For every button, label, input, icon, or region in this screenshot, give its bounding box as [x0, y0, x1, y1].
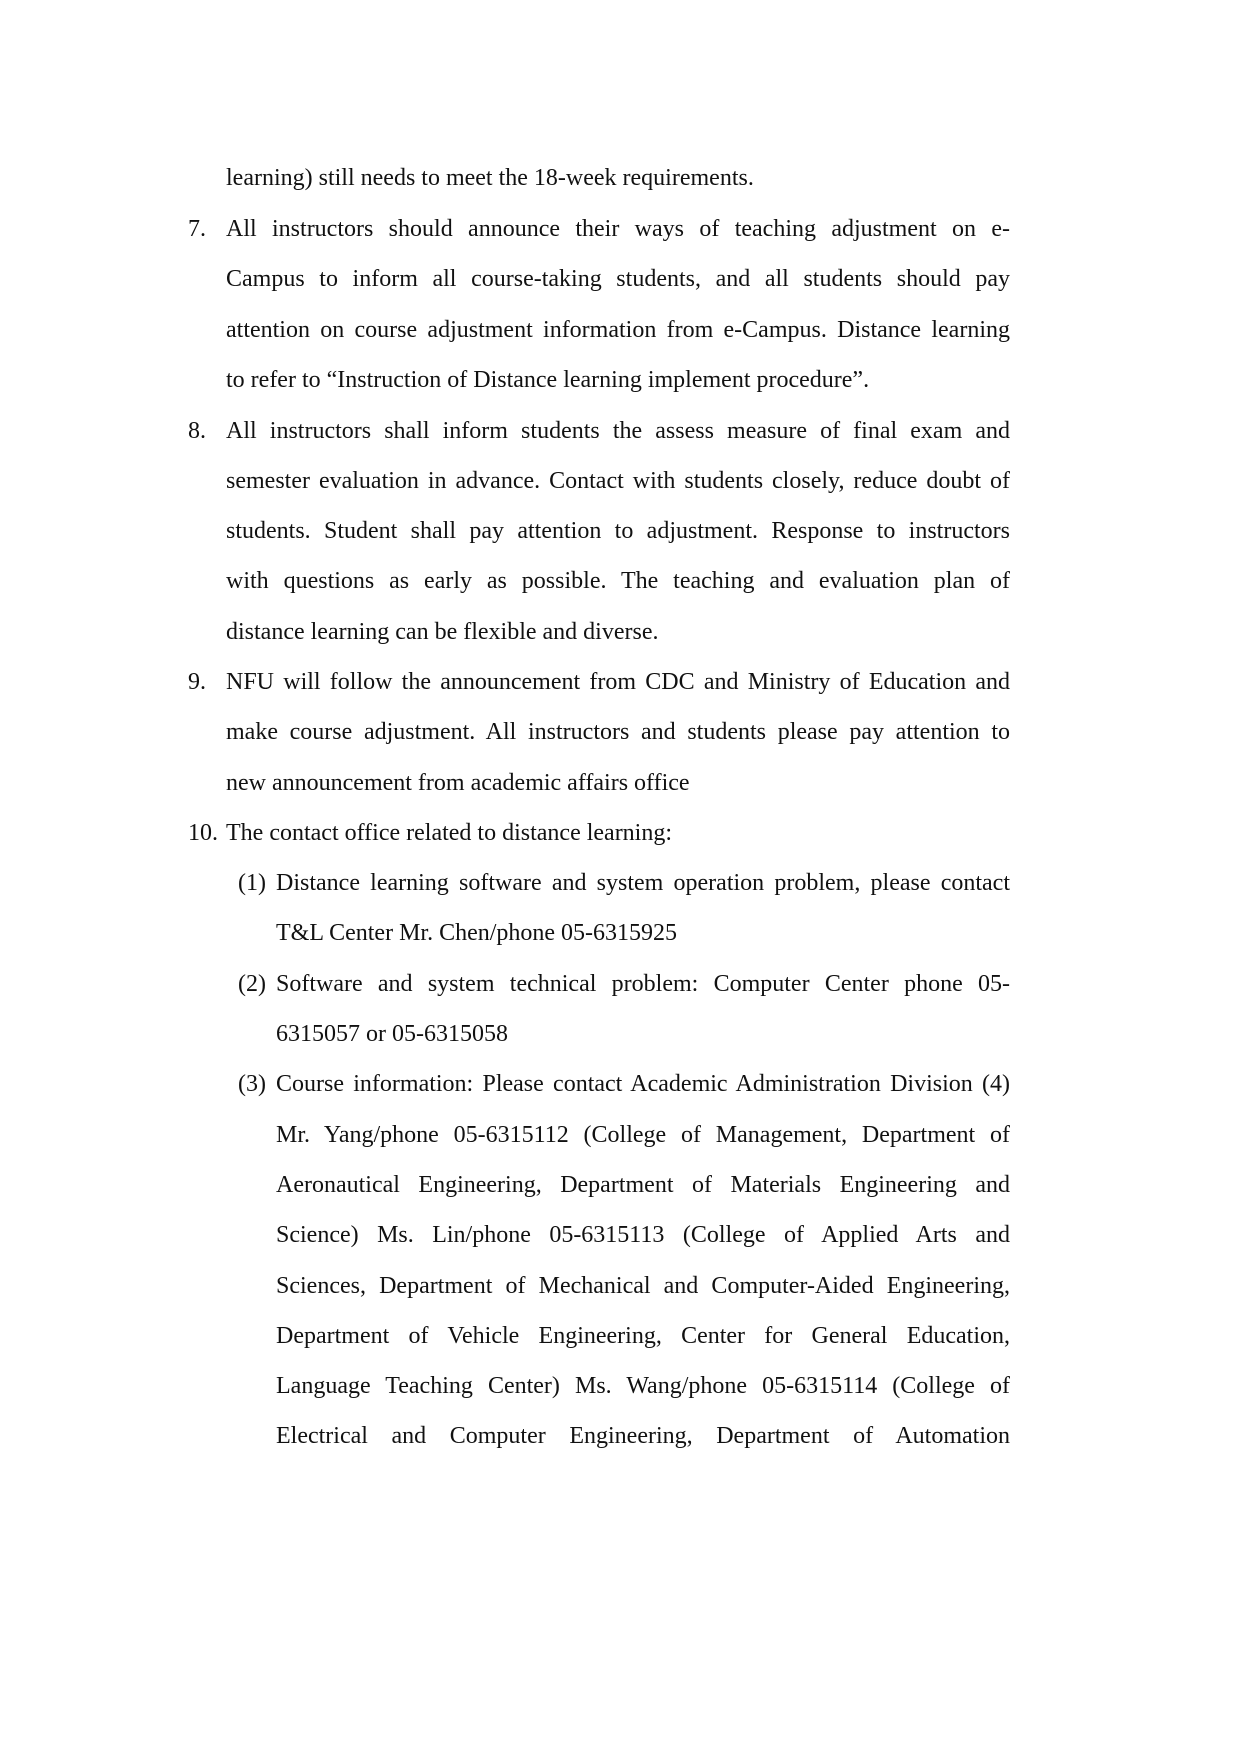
item-10-line-1: The contact office related to distance learning:: [226, 820, 673, 846]
item-8-line-4: with questions as early as possible. The teaching and evaluation plan of: [226, 568, 1010, 594]
item-7-number: 7.: [188, 216, 206, 242]
item-9-number: 9.: [188, 669, 206, 695]
subitem-3-line-6: Department of Vehicle Engineering, Center for General Education,: [276, 1323, 1010, 1349]
subitem-2-line-1: Software and system technical problem: Computer Center phone 05-: [276, 971, 1010, 997]
item-7-line-2: Campus to inform all course-taking students, and all students should pay: [226, 266, 1010, 292]
subitem-3-line-2: Mr. Yang/phone 05-6315112 (College of Management, Department of: [276, 1122, 1010, 1148]
subitem-3-line-8: Electrical and Computer Engineering, Department of Automation: [276, 1423, 1010, 1449]
subitem-2-line-2: 6315057 or 05-6315058: [276, 1021, 508, 1047]
subitem-1-line-2: T&L Center Mr. Chen/phone 05-6315925: [276, 920, 678, 946]
item-7-line-3: attention on course adjustment information from e-Campus. Distance learning: [226, 317, 1010, 343]
item-9-line-3: new announcement from academic affairs office: [226, 770, 690, 796]
subitem-2-number: (2): [238, 971, 266, 997]
item-8-line-2: semester evaluation in advance. Contact with students closely, reduce doubt of: [226, 468, 1010, 494]
item-8-line-5: distance learning can be flexible and diverse.: [226, 619, 659, 645]
subitem-1-line-1: Distance learning software and system operation problem, please contact: [276, 870, 1010, 896]
lead-line: learning) still needs to meet the 18-week requirements.: [226, 165, 754, 191]
item-7-line-4: to refer to “Instruction of Distance learning implement procedure”.: [226, 367, 870, 393]
item-8-line-3: students. Student shall pay attention to adjustment. Response to instructors: [226, 518, 1010, 544]
item-10-number: 10.: [188, 820, 218, 846]
subitem-3-line-1: Course information: Please contact Academic Administration Division (4): [276, 1071, 1010, 1097]
item-9-line-1: NFU will follow the announcement from CDC and Ministry of Education and: [226, 669, 1010, 695]
item-7-line-1: All instructors should announce their ways of teaching adjustment on e-: [226, 216, 1010, 242]
subitem-3-line-5: Sciences, Department of Mechanical and Computer-Aided Engineering,: [276, 1273, 1010, 1299]
item-9-line-2: make course adjustment. All instructors and students please pay attention to: [226, 719, 1010, 745]
item-8-number: 8.: [188, 418, 206, 444]
subitem-3-number: (3): [238, 1071, 266, 1097]
subitem-1-number: (1): [238, 870, 266, 896]
item-8-line-1: All instructors shall inform students the assess measure of final exam and: [226, 418, 1010, 444]
subitem-3-line-3: Aeronautical Engineering, Department of Materials Engineering and: [276, 1172, 1010, 1198]
subitem-3-line-4: Science) Ms. Lin/phone 05-6315113 (College of Applied Arts and: [276, 1222, 1010, 1248]
subitem-3-line-7: Language Teaching Center) Ms. Wang/phone 05-6315114 (College of: [276, 1373, 1010, 1399]
